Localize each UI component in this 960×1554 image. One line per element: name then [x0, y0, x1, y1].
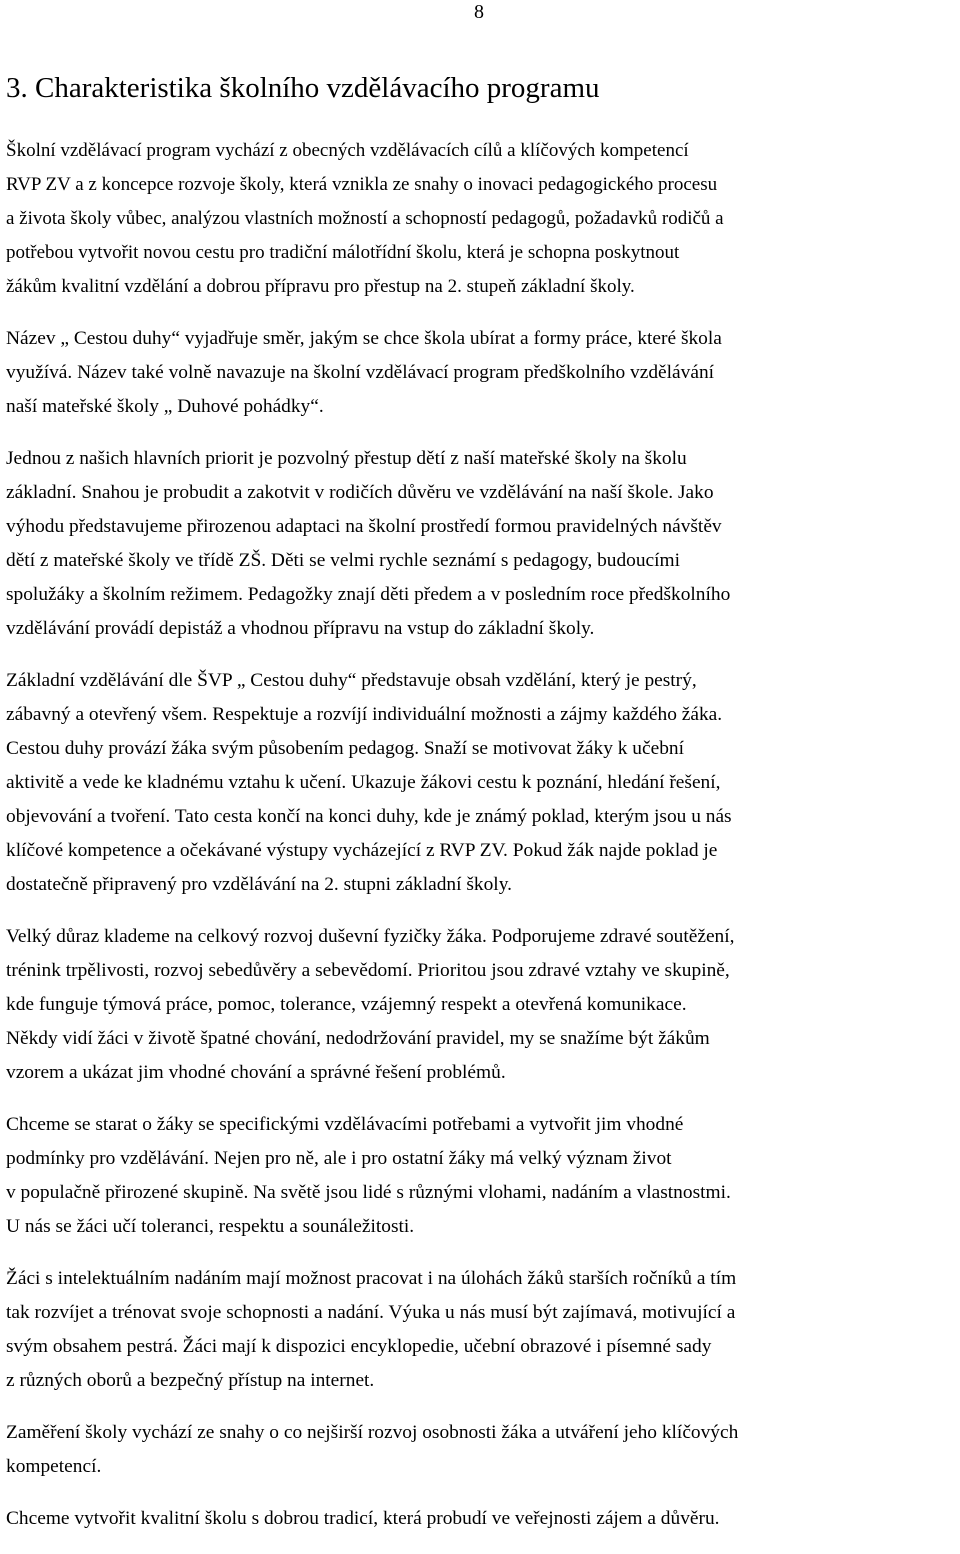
text-line: tak rozvíjet a trénovat svoje schopnosti a nadání. Výuka u nás musí být zajímavá, motivující a: [6, 1302, 736, 1323]
text-line: Chceme se starat o žáky se specifickými vzdělávacími potřebami a vytvořit jim vhodné: [6, 1114, 684, 1135]
text-line: Někdy vidí žáci v životě špatné chování, nedodržování pravidel, my se snažíme být žákům: [6, 1028, 710, 1049]
paragraph-special-needs: [6, 1108, 956, 1244]
text-line: U nás se žáci učí toleranci, respektu a sounáležitosti.: [6, 1216, 415, 1237]
text-line: v populačně přirozené skupině. Na světě jsou lidé s různými vlohami, nadáním a vlastnostmi.: [6, 1182, 731, 1203]
paragraph-program-name: [6, 322, 956, 424]
text-line: kde funguje týmová práce, pomoc, tolerance, vzájemný respekt a otevřená komunikace.: [6, 994, 687, 1015]
text-line: zábavný a otevřený všem. Respektuje a rozvíjí individuální možnosti a zájmy každého žáka.: [6, 704, 723, 725]
text-line: naší mateřské školy „ Duhové pohádky“.: [6, 396, 324, 417]
text-line: vzdělávání provádí depistáž a vhodnou přípravu na vstup do základní školy.: [6, 618, 595, 639]
text-line: žákům kvalitní vzdělání a dobrou přípravu pro přestup na 2. stupeň základní školy.: [6, 276, 635, 297]
text-line: základní. Snahou je probudit a zakotvit v rodičích důvěru ve vzdělávání na naší škole. Jako: [6, 482, 714, 503]
text-line: klíčové kompetence a očekávané výstupy vycházející z RVP ZV. Pokud žák najde poklad je: [6, 840, 718, 861]
text-line: dostatečně připravený pro vzdělávání na 2. stupni základní školy.: [6, 874, 512, 895]
document-body: [6, 134, 956, 1554]
text-line: objevování a tvoření. Tato cesta končí na konci duhy, kde je známý poklad, kterým jsou u nás: [6, 806, 732, 827]
text-line: Žáci s intelektuálním nadáním mají možnost pracovat i na úlohách žáků starších ročníků a tím: [6, 1268, 737, 1289]
paragraph-school-focus: [6, 1416, 956, 1484]
text-line: kompetencí.: [6, 1456, 102, 1477]
text-line: RVP ZV a z koncepce rozvoje školy, která vznikla ze snahy o inovaci pedagogického procesu: [6, 174, 718, 195]
text-line: Základní vzdělávání dle ŠVP „ Cestou duhy“ představuje obsah vzdělání, který je pestrý,: [6, 670, 697, 691]
text-line: Velký důraz klademe na celkový rozvoj duševní fyzičky žáka. Podporujeme zdravé soutěžení,: [6, 926, 735, 947]
paragraph-closing: [6, 1502, 956, 1536]
chapter-heading: 3. Charakteristika školního vzdělávacího programu: [6, 72, 600, 104]
text-line: Chceme vytvořit kvalitní školu s dobrou tradicí, která probudí ve veřejnosti zájem a důvěru.: [6, 1508, 720, 1529]
text-line: aktivitě a vede ke kladnému vztahu k učení. Ukazuje žákovi cestu k poznání, hledání řešení,: [6, 772, 721, 793]
text-line: svým obsahem pestrá. Žáci mají k dispozici encyklopedie, učební obrazové i písemné sady: [6, 1336, 712, 1357]
text-line: dětí z mateřské školy ve třídě ZŠ. Děti se velmi rychle seznámí s pedagogy, budoucími: [6, 550, 681, 571]
paragraph-development: [6, 920, 956, 1090]
text-line: trénink trpělivosti, rozvoj sebedůvěry a sebevědomí. Prioritou jsou zdravé vztahy ve skupině,: [6, 960, 730, 981]
text-line: a života školy vůbec, analýzou vlastních možností a schopností pedagogů, požadavků rodičů a: [6, 208, 724, 229]
text-line: výhodu představujeme přirozenou adaptaci na školní prostředí formou pravidelných návštěv: [6, 516, 722, 537]
paragraph-priorities: [6, 442, 956, 646]
text-line: Název „ Cestou duhy“ vyjadřuje směr, jakým se chce škola ubírat a formy práce, které škola: [6, 328, 722, 349]
text-line: Školní vzdělávací program vychází z obecných vzdělávacích cílů a klíčových kompetencí: [6, 140, 689, 161]
text-line: Jednou z našich hlavních priorit je pozvolný přestup dětí z naší mateřské školy na školu: [6, 448, 687, 469]
text-line: Zaměření školy vychází ze snahy o co nejširší rozvoj osobnosti žáka a utváření jeho klíčových: [6, 1422, 739, 1443]
text-line: Cestou duhy provází žáka svým působením pedagog. Snaží se motivovat žáky k učební: [6, 738, 684, 759]
text-line: potřebou vytvořit novou cestu pro tradiční málotřídní školu, která je schopna poskytnout: [6, 242, 680, 263]
text-line: spolužáky a školním režimem. Pedagožky znají děti předem a v posledním roce předškolního: [6, 584, 731, 605]
text-line: podmínky pro vzdělávání. Nejen pro ně, ale i pro ostatní žáky má velký význam život: [6, 1148, 672, 1169]
paragraph-gifted-pupils: [6, 1262, 956, 1398]
page-number: 8: [474, 1, 484, 23]
text-line: vzorem a ukázat jim vhodné chování a správné řešení problémů.: [6, 1062, 506, 1083]
paragraph-basic-education: [6, 664, 956, 902]
text-line: z různých oborů a bezpečný přístup na internet.: [6, 1370, 375, 1391]
text-line: využívá. Název také volně navazuje na školní vzdělávací program předškolního vzdělávání: [6, 362, 715, 383]
paragraph-program-origin: [6, 134, 956, 304]
